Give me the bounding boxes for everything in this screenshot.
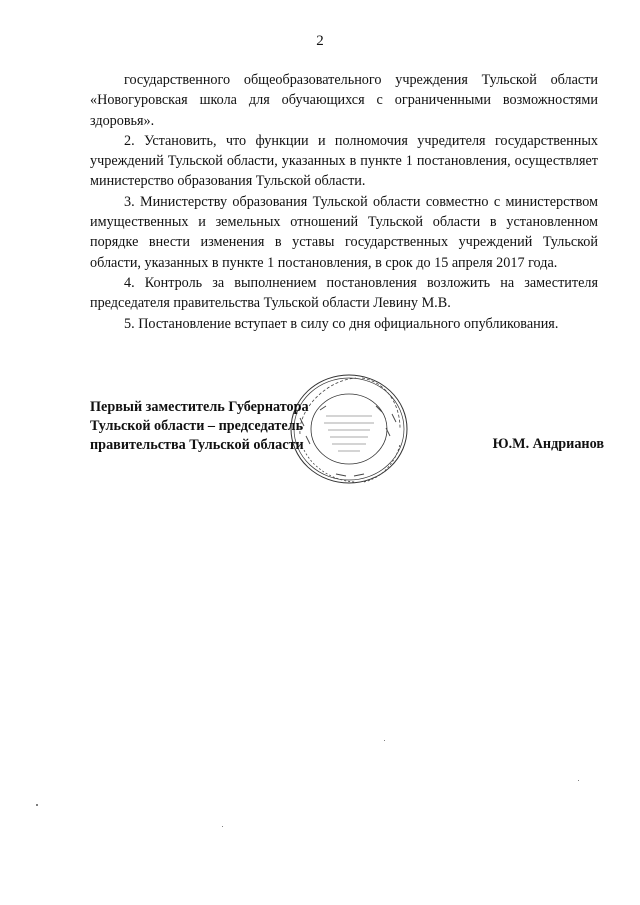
signature-block	[90, 398, 610, 458]
paragraph-item-5: 5. Постановление вступает в силу со дня официального опубликования.	[124, 315, 559, 332]
document-body	[90, 70, 598, 334]
scan-speck	[222, 826, 223, 827]
paragraph-item-3: 3. Министерству образования Тульской области совместно с министерством имущественных и земельных отношений Тульской области в установленном порядке внести изменения в уставы государственных учреждений Тульской области, указанных в пункте 1 постановления, в срок до 15 апреля 2017 года.	[90, 193, 598, 271]
paragraph-continuation: государственного общеобразовательного учреждения Тульской области «Новогуровская школа для обучающихся с ограниченными возможностями здоровья».	[90, 72, 598, 129]
scan-speck	[36, 804, 38, 806]
paragraph-item-4: 4. Контроль за выполнением постановления возложить на заместителя председателя правительства Тульской области Левину М.В.	[90, 274, 598, 312]
scan-speck	[578, 780, 579, 781]
signatory-position-line: Первый заместитель Губернатора	[90, 399, 309, 415]
page-number: 2	[316, 33, 324, 49]
scan-speck	[384, 740, 385, 741]
paragraph-item-2: 2. Установить, что функции и полномочия учредителя государственных учреждений Тульской области, указанных в пункте 1 постановления, осуществляет министерство образования Тульской области.	[90, 132, 598, 190]
signatory-position	[90, 398, 309, 455]
signatory-name: Ю.М. Андрианов	[492, 436, 604, 452]
signatory-position-line: правительства Тульской области	[90, 437, 304, 453]
signatory-position-line: Тульской области – председатель	[90, 418, 304, 434]
